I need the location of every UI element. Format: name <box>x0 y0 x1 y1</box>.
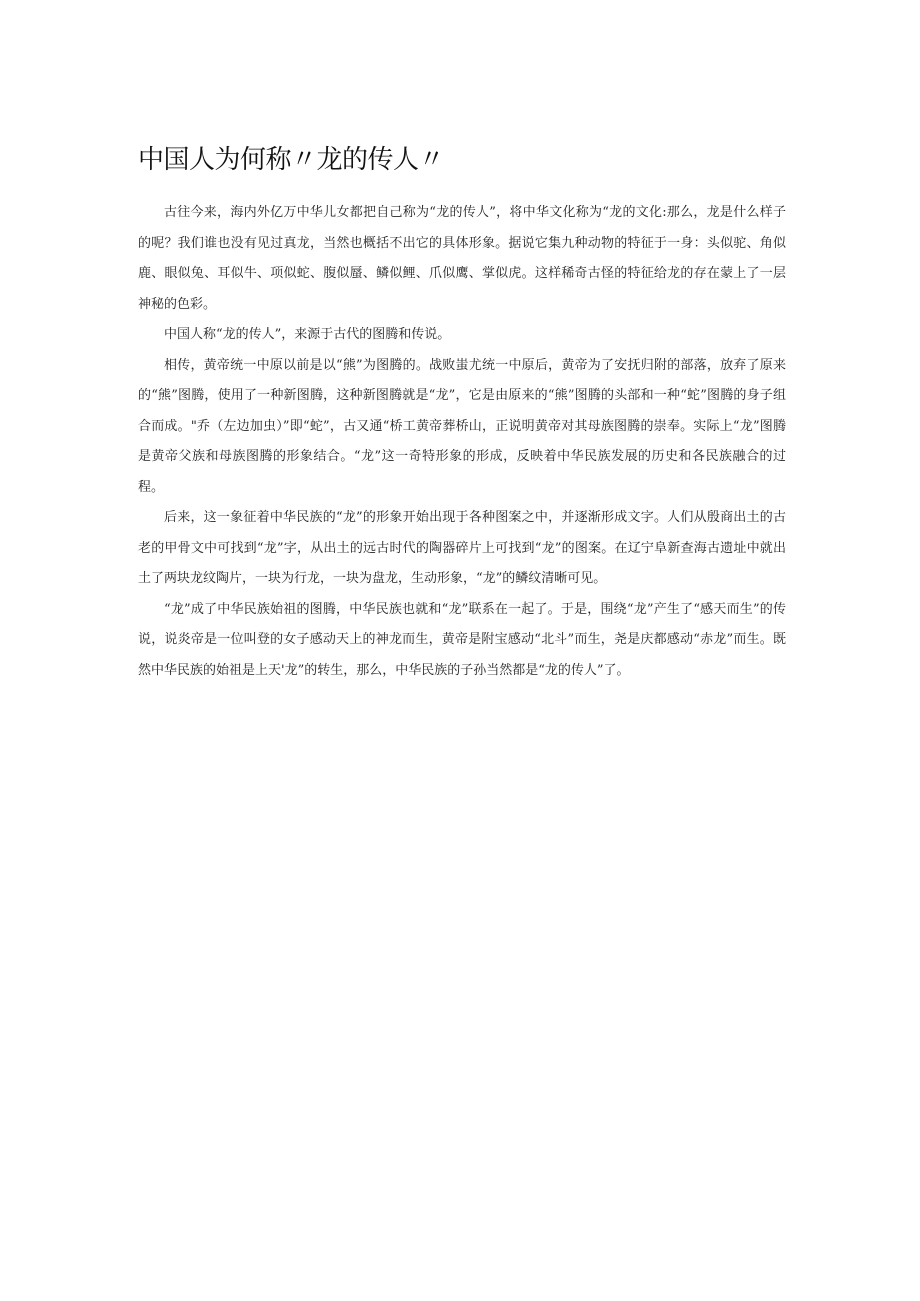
paragraph-5: “龙”成了中华民族始祖的图腾，中华民族也就和“龙”联系在一起了。于是，围绕“龙”产生了“感天而生”的传说，说炎帝是一位叫登的女子感动天上的神龙而生，黄帝是附宝感动“北斗”而生，尧是庆都感动“赤龙”而生。既然中华民族的始祖是上天'龙”的转生，那么，中华民族的子孙当然都是“龙的传人”了。 <box>138 601 786 678</box>
paragraph-3: 相传，黄帝统一中原以前是以“熊”为图腾的。战败蚩尤统一中原后，黄帝为了安抚归附的部落，放弃了原来的“熊”图腾，使用了一种新图腾，这种新图腾就是“龙”，它是由原来的“熊”图腾的头部和一种“蛇”图腾的身子组合而成。"乔（左边加虫）”即“蛇”，古又通“桥工黄帝葬桥山，正说明黄帝对其母族图腾的崇奉。实际上“龙”图腾是黄帝父族和母族图腾的形象结合。“龙”这一奇特形象的形成，反映着中华民族发展的历史和各民族融合的过程。 <box>138 357 786 495</box>
document-page <box>138 140 786 686</box>
paragraph-1: 古往今来，海内外亿万中华儿女都把自己称为“龙的传人”，将中华文化称为“龙的文化:那么，龙是什么样子的呢？我们谁也没有见过真龙，当然也概括不出它的具体形象。据说它集九种动物的特征于一身：头似驼、角似鹿、眼似兔、耳似牛、项似蛇、腹似蜃、鳞似鲤、爪似鹰、掌似虎。这样稀奇古怪的特征给龙的存在蒙上了一层神秘的色彩。 <box>138 205 786 312</box>
paragraph-4: 后来，这一象征着中华民族的“龙”的形象开始出现于各种图案之中，并逐渐形成文字。人们从殷商出土的古老的甲骨文中可找到“龙”字，从出土的远古时代的陶器碎片上可找到“龙”的图案。在辽宁阜新查海古遗址中就出土了两块龙纹陶片，一块为行龙，一块为盘龙，生动形象，“龙”的鳞纹清晰可见。 <box>138 510 786 586</box>
document-title: 中国人为何称〃龙的传人〃 <box>138 145 445 175</box>
paragraph-2: 中国人称“龙的传人”，来源于古代的图腾和传说。 <box>164 327 451 342</box>
